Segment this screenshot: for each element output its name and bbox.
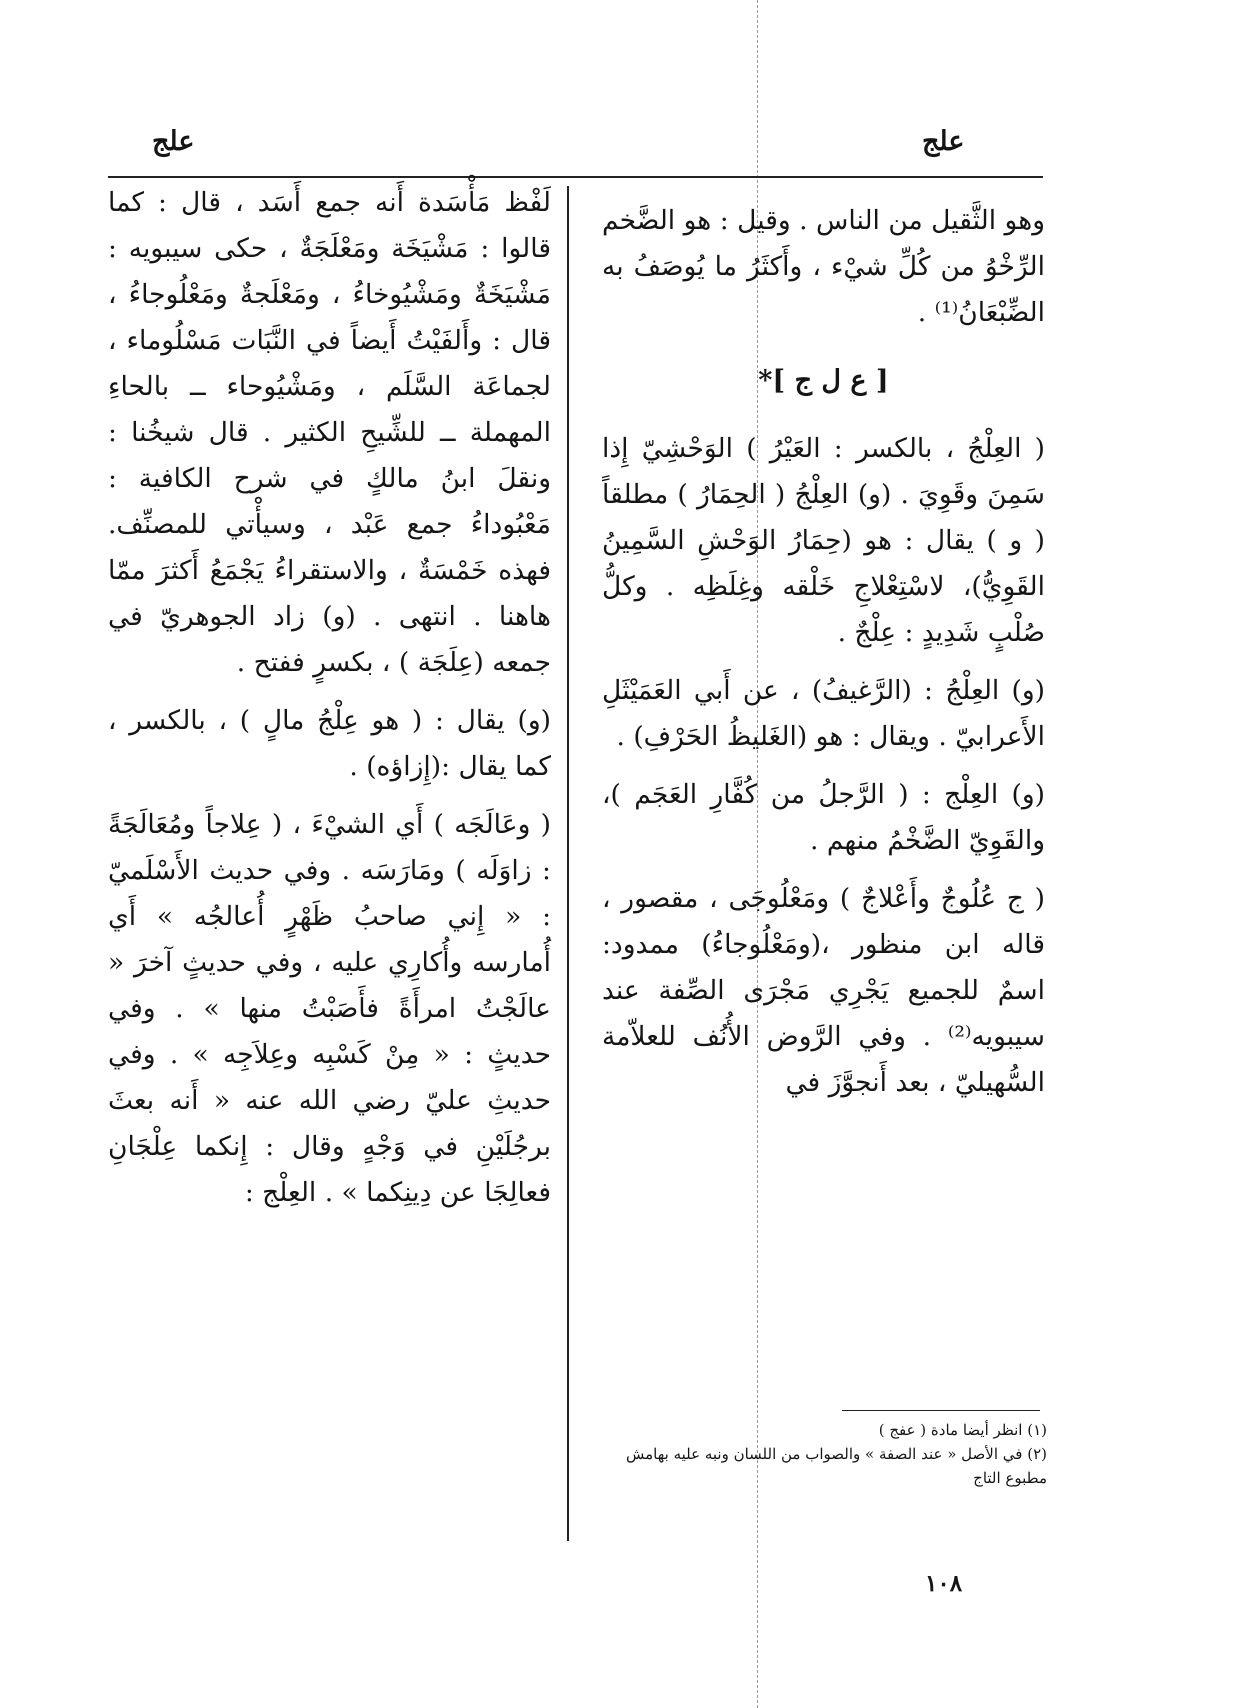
right-paragraph-5: ( ج عُلُوجٌ وأَعْلاجٌ ) ومَعْلُوجَى ، مقصور ، قاله ابن منظور ،(ومَعْلُوجاءُ) ممدود: اسمٌ للجميع يَجْرِي مَجْرَى الصِّفة عند سيبويه⁽²⁾ . وفي الرَّوض الأُنُف للعلاّمة السُّهيليّ ، بعد أَنجوَّزَ في [602, 883, 1045, 1098]
entry-heading: [ ع ل ج ]* [758, 365, 889, 396]
right-paragraph-3: (و) العِلْجُ : (الرَّغيفُ) ، عن أَبي العَمَيْثَلِ الأَعرابيّ . ويقال : هو (الغَليظُ الحَرْفِ) . [602, 675, 1045, 752]
header-rule [108, 176, 1043, 178]
footnote-1: (١) انظر أيضا مادة ( عفج ) [878, 1421, 1047, 1439]
running-head-right: علج [922, 126, 965, 157]
right-column [602, 198, 1045, 1118]
right-paragraph-1: وهو الثَّقيل من الناس . وقيل : هو الضَّخم الرِّخْوُ من كُلِّ شيْء ، وأَكثَرُ ما يُوصَفُ به الضِّبْعَانُ⁽¹⁾ . [602, 205, 1045, 328]
right-paragraph-2: ( العِلْجُ ، بالكسر : العَيْرُ ) الوَحْشِيّ إِذا سَمِنَ وقَوِيَ . (و) العِلْجُ ( الحِمَارُ ) مطلقاً ( و ) يقال : هو (حِمَارُ الوَحْشِ السَّمِينُ القَوِيُّ)، لاسْتِعْلاجِ خَلْقه وغِلَظِه . وكلُّ صُلْبٍ شَدِيدٍ : عِلْجٌ . [602, 433, 1045, 648]
right-paragraph-4: (و) العِلْج : ( الرَّجلُ من كُفَّارِ العَجَم )، والقَوِيّ الضَّخْمُ منهم . [602, 779, 1045, 856]
left-column [108, 180, 551, 1228]
left-paragraph-1: لَفْظ مَأْسَدة أَنه جمع أَسَد ، قال : كما قالوا : مَشْيَخَة ومَعْلَجَةٌ ، حكى سيبويه : مَشْيَخَةٌ ومَشْيُوخاءُ ، ومَعْلَجةٌ ومَعْلُوجاءُ ، قال : وأَلفَيْتُ أَيضاً في النَّبَات مَسْلُوماء ، لجماعَة السَّلَم ، ومَشْيُوحاء ــ بالحاءِ المهملة ــ للشِّيحِ الكثير . قال شيخُنا : ونقلَ ابنُ مالكٍ في شرح الكافية : مَعْبُوداءُ جمع عَبْد ، وسيأْتي للمصنِّف. فهذه خَمْسَةٌ ، والاستقراءُ يَجْمَعُ أَكثرَ ممّا هاهنا . انتهى . (و) زاد الجوهريّ في جمعه (عِلَجَة ) ، بكسرٍ ففتح . [108, 187, 551, 678]
left-paragraph-3: ( وعَالَجَه ) أَي الشيْءَ ، ( عِلاجاً ومُعَالَجَةً : زاوَلَه ) ومَارَسَه . وفي حديث الأَسْلَميّ : « إِني صاحبُ ظَهْرٍ أُعالجُه » أَي أُمارسه وأُكارِي عليه ، وفي حديثٍ آخرَ « عالَجْتُ امرأَةً فأَصَبْتُ منها » . وفي حديثٍ : « مِنْ كَسْبِه وعِلاَجِه » . وفي حديثِ عليّ رضي الله عنه « أَنه بعثَ برجُلَيْنِ في وَجْهٍ وقال : إِنكما عِلْجَانِ فعالِجَا عن دِينِكما » . العِلْج : [108, 809, 551, 1208]
footnotes [604, 1418, 1047, 1490]
footnote-rule [842, 1410, 1040, 1411]
left-paragraph-2: (و) يقال : ( هو عِلْجُ مالٍ ) ، بالكسر ، كما يقال :(إِزاؤه) . [108, 705, 551, 782]
column-divider [567, 186, 569, 1541]
running-head-left: علج [152, 126, 195, 157]
page-number: ١٠٨ [925, 1570, 963, 1597]
footnote-2: (٢) في الأصل « عند الصفة » والصواب من اللسان ونبه عليه بهامش مطبوع التاج [625, 1445, 1047, 1487]
